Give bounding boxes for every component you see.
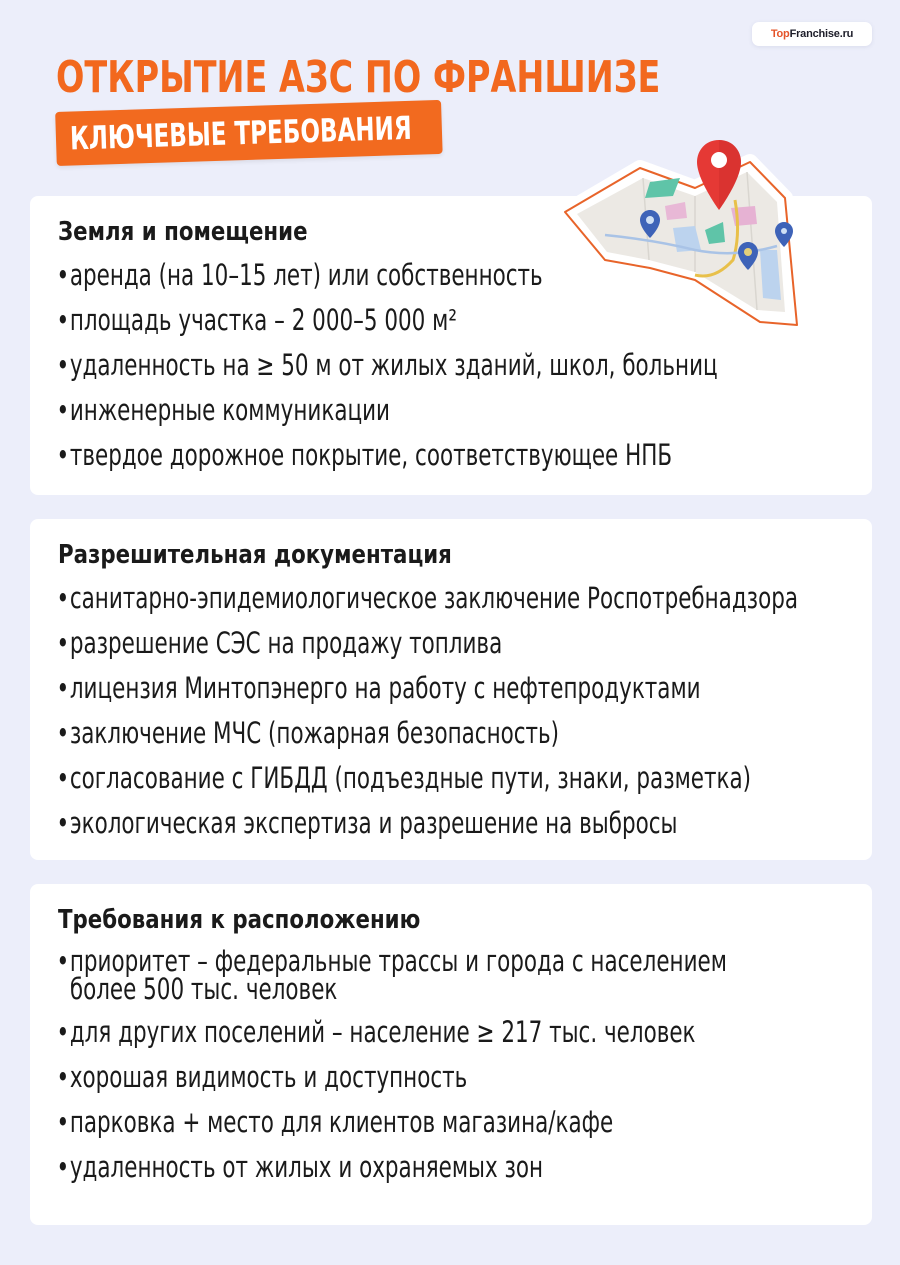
list-item: • экологическая экспертиза и разрешение на выбросы bbox=[58, 807, 872, 839]
list-item: • лицензия Минтопэнерго на работу с нефтепродуктами bbox=[58, 672, 872, 704]
list-item: • площадь участка – 2 000–5 000 м² bbox=[58, 304, 872, 336]
list-item: • твердое дорожное покрытие, соответствующее НПБ bbox=[58, 439, 872, 471]
list-item: • для других поселений – население ≥ 217 тыс. человек bbox=[58, 1016, 872, 1048]
section-heading: Требования к расположению bbox=[58, 905, 421, 935]
page-title: ОТКРЫТИЕ АЗС ПО ФРАНШИЗЕ bbox=[56, 52, 661, 103]
section-heading: Земля и помещение bbox=[58, 217, 308, 247]
list-item: • заключение МЧС (пожарная безопасность) bbox=[58, 717, 872, 749]
logo-prefix: Top bbox=[770, 28, 790, 40]
map-with-location-pins-icon bbox=[545, 140, 825, 340]
list-item: • инженерные коммуникации bbox=[58, 394, 872, 426]
subtitle-badge bbox=[55, 100, 443, 166]
list-item: • парковка + место для клиентов магазина/кафе bbox=[58, 1106, 872, 1138]
logo-rest: Franchise.ru bbox=[789, 28, 854, 40]
list-item bbox=[58, 944, 872, 1006]
list-item: • санитарно-эпидемиологическое заключение Роспотребнадзора bbox=[58, 582, 872, 614]
list-item-line1: приоритет – федеральные трассы и города с населением bbox=[69, 944, 727, 978]
section-card-location bbox=[30, 884, 872, 1225]
list-item: • согласование с ГИБДД (подъездные пути, знаки, разметка) bbox=[58, 762, 872, 794]
subtitle-badge-label: КЛЮЧЕВЫЕ ТРЕБОВАНИЯ bbox=[69, 108, 413, 158]
list-item: • аренда (на 10–15 лет) или собственность bbox=[58, 259, 872, 291]
requirements-list bbox=[58, 944, 872, 1184]
requirements-list bbox=[58, 582, 872, 839]
list-item: • удаленность от жилых и охраняемых зон bbox=[58, 1151, 872, 1183]
topfranchise-logo bbox=[752, 22, 872, 46]
list-item: • разрешение СЭС на продажу топлива bbox=[58, 627, 872, 659]
list-item-line2: более 500 тыс. человек bbox=[69, 972, 338, 1006]
section-card-permits bbox=[30, 519, 872, 860]
section-heading: Разрешительная документация bbox=[58, 540, 452, 570]
list-item: • удаленность на ≥ 50 м от жилых зданий, школ, больниц bbox=[58, 349, 872, 381]
list-item: • хорошая видимость и доступность bbox=[58, 1061, 872, 1093]
